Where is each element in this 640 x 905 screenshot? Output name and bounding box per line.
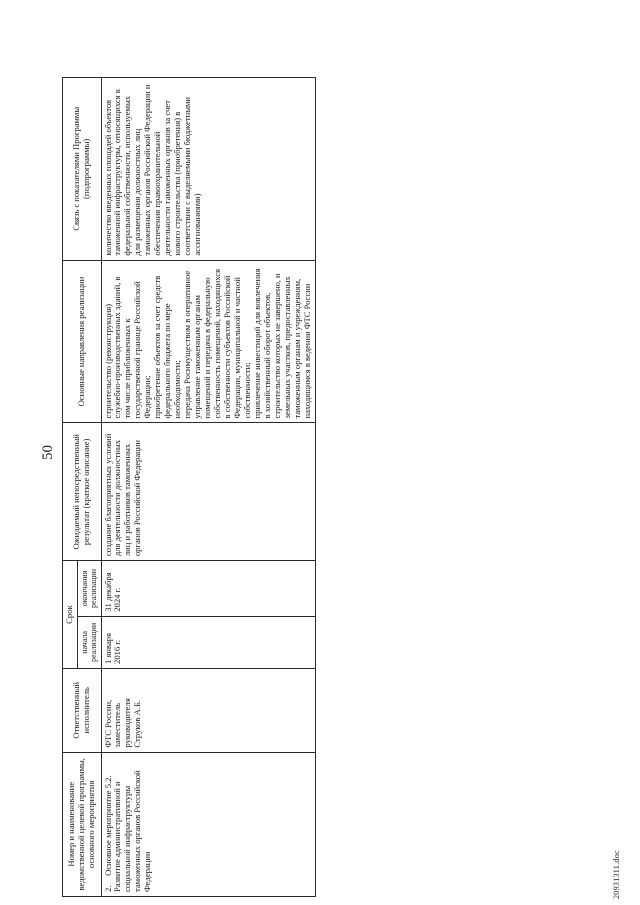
file-code: 20931311.doc: [612, 850, 621, 899]
program-table: [62, 77, 316, 897]
header-directions: Основные направления реализации: [63, 260, 102, 423]
header-term-start: начала реализации: [77, 616, 101, 668]
measure-name: Основное мероприятие 5.2. Развитие административной и социальной инфраструктуры таможенных органов Российской Федерации: [102, 770, 153, 892]
header-result: Ожидаемый непосредственный результат (краткое описание): [63, 423, 102, 561]
cell-name: [101, 752, 315, 896]
direction-item: строительство (реконструкция) служебно-производственных зданий, в том числе приближенных к государственной границе Российской Федерации;: [102, 276, 153, 419]
table-row: [101, 78, 315, 897]
cell-end: 31 декабря 2024 г.: [101, 561, 315, 617]
cell-directions: [101, 260, 315, 423]
direction-item: приобретение объектов за счет средств федерального бюджета по мере необходимости;: [152, 275, 183, 419]
table-header: [63, 78, 102, 897]
header-term: Срок: [63, 561, 78, 669]
page-number: 50: [40, 445, 56, 460]
cell-result: создание благоприятных условий для деятельности должностных лиц и работников таможенных органов Российской Федерации: [101, 423, 315, 561]
cell-start: 1 января 2016 г.: [101, 616, 315, 668]
cell-responsible: ФТС России, заместитель руководителя Струков А.Б.: [101, 668, 315, 752]
header-responsible: Ответственный исполнитель: [63, 668, 102, 752]
header-name: Номер и наименование ведомственной целевой программы, основного мероприятия: [63, 752, 102, 896]
cell-link: количество введенных площадей объектов таможенной инфраструктуры, относящихся к федеральной собственности, используемых для размещения должностных лиц таможенных органов Российской Федерации и обеспечения правоохранительной деятельности таможенных органов за счет нового строительства (приобретения) в соответствии с выделяемыми бюджетными ассигнованиями): [101, 78, 315, 261]
header-term-end: окончания реализации: [77, 561, 101, 617]
direction-item: передача Росимуществом в оперативное управление таможенным органам помещений и передача в федеральную собственность помещений, находящихся в собственности субъектов Российской Федерации, муниципальной и частной собственности;: [182, 268, 253, 419]
header-link: Связь с показателями Программы (подпрограммы): [63, 78, 102, 261]
direction-item: привлечение инвестиций для вовлечения в хозяйственный оборот объектов, строительство которых не завершено, и земельных участков, предоставленных таможенным органам и учреждениям, находящимся в ведении ФТС России: [252, 268, 312, 419]
row-number: 2.: [102, 885, 113, 892]
